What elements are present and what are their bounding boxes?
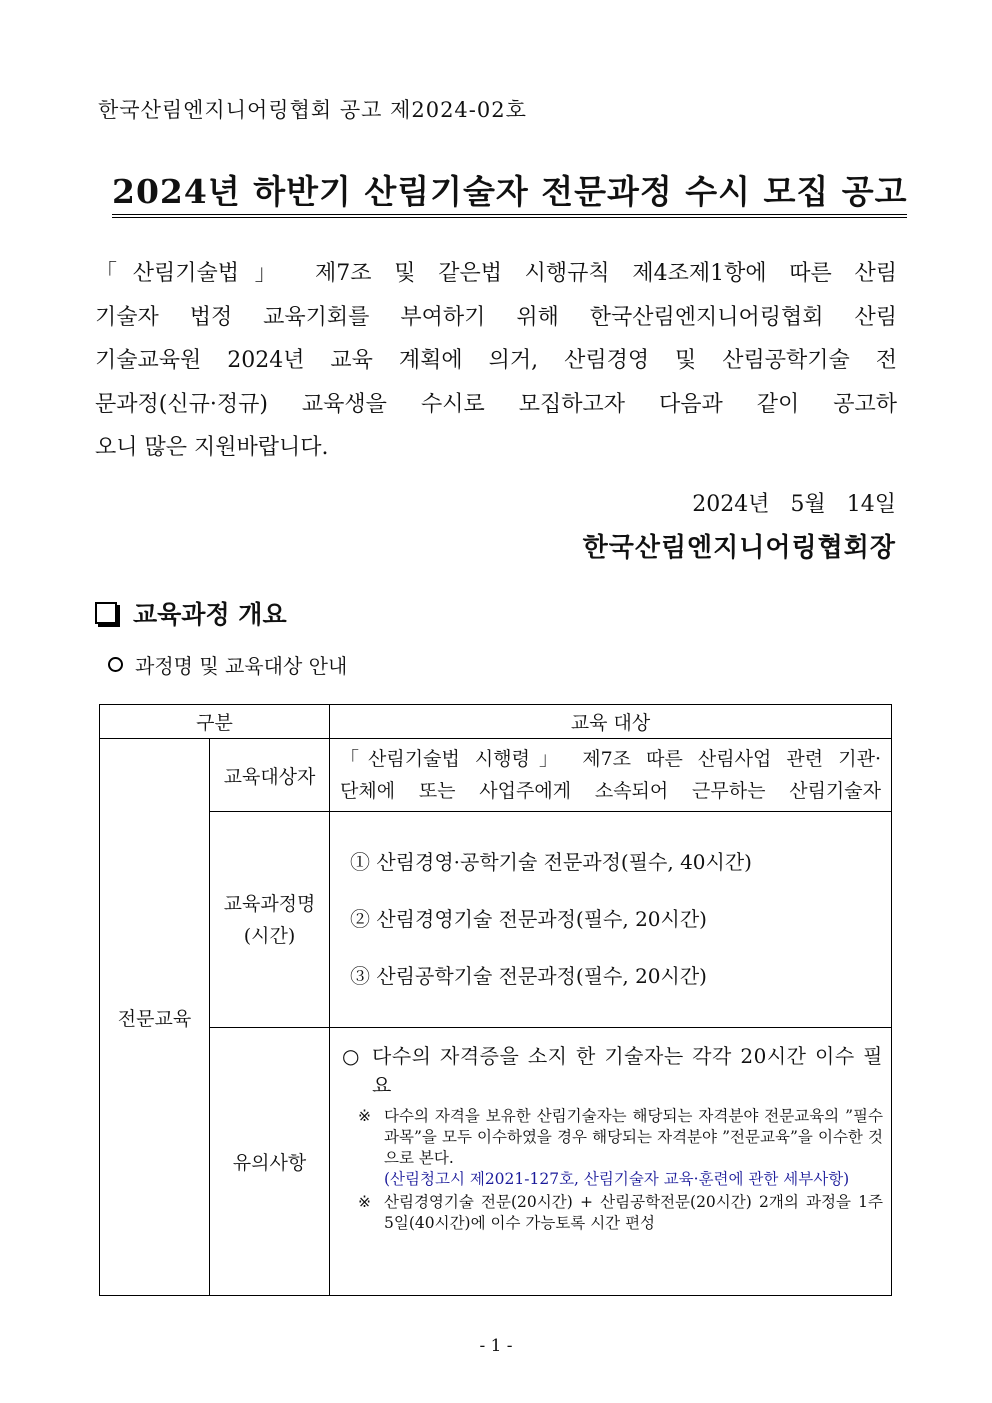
- body-line: 오니 많은 지원바랍니다.: [95, 435, 329, 460]
- notes-cell: [330, 1028, 892, 1296]
- body-line: 기술자 법정 교육기회를 부여하기 위해 한국산림엔지니어링협회 산림: [95, 304, 897, 330]
- course-list: [330, 812, 892, 1028]
- note-text: 다수의 자격증을 소지 한 기술자는 각각 20시간 이수 필요: [372, 1044, 883, 1097]
- notice-number: 한국산림엔지니어링협회 공고 제2024-02호: [98, 98, 527, 122]
- target-description: [330, 739, 892, 812]
- reference-mark-icon: ※: [358, 1193, 371, 1211]
- sub-note-text: 산림경영기술 전문(20시간) + 산림공학전문(20시간) 2개의 과정을 1주 5일(40시간)에 이수 가능토록 시간 편성: [384, 1193, 883, 1232]
- sub-note-reference: (산림청고시 제2021-127호, 산림기술자 교육·훈련에 관한 세부사항): [384, 1170, 850, 1188]
- reference-mark-icon: ※: [358, 1107, 371, 1125]
- row-label-line: 교육과정명: [223, 892, 316, 915]
- sub-note-text: 다수의 자격을 보유한 산림기술자는 해당되는 자격분야 전문교육의 ”필수과목”을 모두 이수하였을 경우 해당되는 자격분야 ”전문교육”을 이수한 것으로 본다.: [384, 1107, 883, 1167]
- circle-marker-icon: ○: [342, 1044, 360, 1068]
- square-bullet-icon: [95, 602, 117, 624]
- target-line: 단체에 또는 사업주에게 소속되어 근무하는 산림기술자: [340, 780, 881, 802]
- circle-bullet-icon: [108, 657, 123, 672]
- table-row: [100, 739, 892, 812]
- row-label: 유의사항: [210, 1028, 330, 1296]
- organization-signature: 한국산림엔지니어링협회장: [582, 533, 896, 563]
- list-item: ③ 산림공학기술 전문과정(필수, 20시간): [350, 964, 707, 988]
- row-label: [210, 812, 330, 1028]
- header-category: 구분: [100, 705, 330, 739]
- list-item: ② 산림경영기술 전문과정(필수, 20시간): [350, 907, 707, 931]
- header-target: 교육 대상: [330, 705, 892, 739]
- table-row: [100, 812, 892, 1028]
- announcement-body: [95, 252, 897, 470]
- subsection-title: 과정명 및 교육대상 안내: [135, 654, 348, 678]
- course-overview-table: [99, 704, 892, 1296]
- note-item: [342, 1042, 883, 1100]
- subsection-heading: [108, 650, 347, 679]
- target-line: 「산림기술법 시행령」 제7조 따른 산림사업 관련 기관·: [340, 748, 881, 770]
- body-line: 기술교육원 2024년 교육 계획에 의거, 산림경영 및 산림공학기술 전: [95, 348, 897, 373]
- page-number: - 1 -: [479, 1336, 513, 1356]
- row-label-line: (시간): [243, 924, 296, 947]
- body-line: 문과정(신규·정규) 교육생을 수시로 모집하고자 다음과 같이 공고하: [95, 391, 897, 417]
- group-label: 전문교육: [100, 739, 210, 1296]
- section-title: 교육과정 개요: [133, 600, 287, 629]
- section-heading: [95, 595, 287, 631]
- body-line: 「산림기술법」 제7조 및 같은법 시행규칙 제4조제1항에 따른 산림: [95, 261, 897, 286]
- table-header-row: [100, 705, 892, 739]
- sub-note-body: [384, 1106, 883, 1190]
- announcement-date: 2024년 5월 14일: [692, 492, 896, 517]
- table-row: [100, 1028, 892, 1296]
- row-label: 교육대상자: [210, 739, 330, 812]
- page-title: 2024년 하반기 산림기술자 전문과정 수시 모집 공고: [112, 166, 907, 218]
- sub-note: [342, 1106, 883, 1190]
- list-item: ① 산림경영·공학기술 전문과정(필수, 40시간): [350, 850, 752, 874]
- sub-note: [342, 1192, 883, 1234]
